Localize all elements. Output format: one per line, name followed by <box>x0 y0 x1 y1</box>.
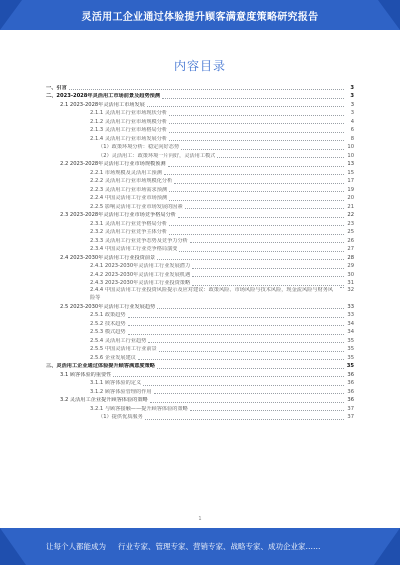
toc-leader-dots <box>169 225 344 226</box>
toc-leader-dots <box>128 325 344 326</box>
toc-entry[interactable] <box>46 168 354 177</box>
toc-entry[interactable] <box>46 245 354 254</box>
toc-leader-dots <box>190 410 344 411</box>
toc-entry-label: 二、2023-2028年灵活用工市场前景及趋势预测 <box>46 93 161 99</box>
toc-leader-dots <box>190 242 344 243</box>
toc-entry[interactable] <box>46 287 354 302</box>
toc-leader-dots <box>174 183 344 184</box>
toc-entry-label: （1）提供优质服务 <box>98 414 143 420</box>
toc-entry-page: 3 <box>350 101 354 108</box>
footer-slogan-right: 行业专家、管理专家、营销专家、战略专家、成功企业家…… <box>118 542 321 551</box>
toc-entry[interactable] <box>46 177 354 186</box>
toc-leader-dots <box>169 191 344 192</box>
toc-entry[interactable] <box>46 134 354 143</box>
toc-leader-dots <box>148 342 344 343</box>
toc-entry[interactable] <box>46 253 354 262</box>
toc-entry-label: 3.1.1 顾客体验的定义 <box>90 380 142 386</box>
toc-entry-label: 2.5 2023-2030年灵活用工行业发展趋势 <box>60 303 156 310</box>
toc-entry-label: 2.3.3 灵活用工行业竞争态势及竞争力分析 <box>90 237 188 244</box>
toc-entry-page: 29 <box>347 263 354 269</box>
toc-entry-label: 3.2 灵活用工企业提升顾客体验的策略 <box>60 397 148 403</box>
toc-entry-page: 13 <box>347 161 354 167</box>
toc-leader-dots <box>169 132 344 133</box>
toc-entry-label: 2.4.1 2023-2030年灵活用工行业发展潜力 <box>90 263 191 269</box>
toc-leader-dots <box>192 276 344 277</box>
toc-leader-dots <box>192 268 344 269</box>
toc-heading: 内容目录 <box>173 59 226 73</box>
toc-entry[interactable] <box>46 185 354 194</box>
toc-entry-label: 2.3.1 灵活用工行业竞争格局分析 <box>90 220 168 227</box>
toc-entry-label: 2.2.1 市场规模及灵活用工预测 <box>90 169 162 176</box>
toc-entry-label: 2.3.2 灵活用工行业竞争主体分析 <box>90 229 168 235</box>
toc-entry-page: 26 <box>347 237 354 244</box>
toc-leader-dots <box>138 359 344 360</box>
toc-entry-page: 30 <box>347 271 354 278</box>
toc-entry-label: 2.5.2 技术趋势 <box>90 320 126 327</box>
toc-entry-page: 36 <box>347 397 354 403</box>
toc-leader-dots <box>185 208 344 209</box>
toc-entry-label: 2.4 2023-2030年灵活用工行业投资前景 <box>60 254 156 261</box>
toc-leader-dots <box>169 115 344 116</box>
toc-entry-page: 3 <box>350 84 354 91</box>
toc-entry[interactable] <box>46 302 354 311</box>
toc-entry-page: 10 <box>347 144 354 150</box>
toc-entry[interactable] <box>46 404 354 413</box>
toc-entry-label: 2.5.6 企业发展建议 <box>90 354 136 361</box>
footer-slogan-left: 让每个人都能成为 <box>46 542 106 551</box>
footer-corner-right <box>374 528 400 565</box>
toc-leader-dots <box>178 217 344 218</box>
toc-entry-page: 36 <box>347 371 354 378</box>
toc-entry-page: 31 <box>347 280 354 286</box>
toc-entry-page: 33 <box>347 303 354 310</box>
toc-entry-page: 33 <box>347 312 354 318</box>
toc-entry[interactable] <box>46 151 354 160</box>
toc-entry-page: 32 <box>347 287 354 293</box>
toc-entry[interactable] <box>46 194 354 203</box>
toc-entry[interactable] <box>46 100 354 109</box>
toc-entry-label: 2.5.3 模式趋势 <box>90 329 126 335</box>
toc-entry-page: 35 <box>347 354 354 361</box>
toc-leader-dots <box>164 174 344 175</box>
toc-leader-dots <box>157 368 344 369</box>
toc-entry-page: 36 <box>347 388 354 395</box>
toc-entry-label: 3.1.2 顾客体验管理的作用 <box>90 388 152 395</box>
toc-leader-dots <box>179 251 344 252</box>
toc-entry-page: 25 <box>347 229 354 235</box>
toc-entry[interactable] <box>46 379 354 388</box>
toc-entry[interactable] <box>46 160 354 169</box>
toc-entry[interactable] <box>46 83 354 92</box>
toc-entry[interactable] <box>46 413 354 422</box>
toc-entry[interactable] <box>46 202 354 211</box>
toc-leader-dots <box>169 234 344 235</box>
toc-entry-label: 3.1 顾客体验的重要性 <box>60 371 112 378</box>
page-number: 1 <box>198 516 202 522</box>
footer-corner-left <box>0 528 26 565</box>
toc-entry-page: 17 <box>347 178 354 184</box>
toc-entry-label: 2.2.4 中国灵活用工行业市场预测 <box>90 195 168 201</box>
toc-entry-page: 3 <box>350 110 354 116</box>
toc-entry-label: 2.1 2023-2028年灵活用工市场发展 <box>60 101 145 108</box>
toc-entry[interactable] <box>46 126 354 135</box>
toc-entry-label: 2.4.4 中国灵活用工行业投资风险提示及应对建议：政策风险、市场风险与技术风险，现金流风险与财务风险等 <box>90 287 334 301</box>
toc-entry-page: 28 <box>347 254 354 261</box>
toc-entry-label: 2.5.5 中国灵活用工行业前景 <box>90 346 157 352</box>
toc-leader-dots <box>157 259 344 260</box>
toc-entry-page: 35 <box>347 337 354 344</box>
toc-entry-page: 20 <box>347 195 354 201</box>
report-title: 灵活用工企业通过体验提升顾客满意度策略研究报告 <box>81 12 319 23</box>
toc-entry[interactable] <box>46 117 354 126</box>
toc-leader-dots <box>181 149 344 150</box>
toc-entry-page: 35 <box>346 363 354 369</box>
toc-entry-label: 2.3.4 中国灵活用工行业竞争格局演变 <box>90 246 178 252</box>
toc-leader-dots <box>169 200 344 201</box>
toc-entry-label: 2.5.4 灵活用工行业趋势 <box>90 337 147 344</box>
toc-leader-dots <box>113 376 344 377</box>
toc-leader-dots <box>217 157 344 158</box>
toc-entry-label: 2.1.3 灵活用工行业市场格局分析 <box>90 127 168 133</box>
toc-entry[interactable] <box>46 362 354 371</box>
toc-entry-label: （2）灵活用工：政策环境一片向好，灵活用工模式 <box>98 152 216 159</box>
toc-leader-dots <box>147 106 344 107</box>
toc-entry[interactable] <box>46 387 354 396</box>
toc-entry-label: 3.2.1 与顾客接触——提升顾客体验的策略 <box>90 405 188 412</box>
toc-leader-dots <box>169 140 344 141</box>
page-header <box>0 0 400 30</box>
toc-entry[interactable] <box>46 319 354 328</box>
toc-leader-dots <box>192 285 344 286</box>
toc-entry[interactable] <box>46 328 354 337</box>
toc-entry[interactable] <box>46 345 354 354</box>
toc-entry-label: 一、引言 <box>46 84 67 91</box>
toc-entry[interactable] <box>46 236 354 245</box>
toc-entry-page: 8 <box>350 135 354 142</box>
toc-entry-page: 22 <box>347 212 354 218</box>
toc-entry-label: 2.5.1 政策趋势 <box>90 312 126 318</box>
toc-entry-page: 23 <box>347 220 354 227</box>
toc-entry-page: 6 <box>350 127 354 133</box>
toc-entry-label: 2.2.2 灵活用工行业市场规模化分析 <box>90 178 173 184</box>
toc-leader-dots <box>157 308 344 309</box>
toc-entry-page: 19 <box>347 186 354 193</box>
toc-entry[interactable] <box>46 311 354 320</box>
toc-entry-label: 2.2 2023-2028年灵活用工行业市场规模预测 <box>60 161 166 167</box>
toc-entry[interactable] <box>46 92 354 101</box>
toc-entry[interactable] <box>46 396 354 405</box>
table-of-contents <box>46 83 354 421</box>
toc-leader-dots <box>143 385 344 386</box>
toc-leader-dots <box>150 402 344 403</box>
toc-leader-dots <box>159 351 344 352</box>
toc-entry-page: 21 <box>347 203 354 210</box>
toc-leader-dots <box>154 393 344 394</box>
toc-entry[interactable] <box>46 270 354 279</box>
toc-leader-dots <box>128 334 344 335</box>
toc-entry-label: 三、灵活用工企业通过体验提升顾客满意度策略 <box>46 363 155 369</box>
toc-entry-label: 2.1.2 灵活用工行业市场规模分析 <box>90 118 168 125</box>
toc-entry-label: 2.2.5 影响灵活用工行业市场发展的因素 <box>90 203 183 210</box>
toc-leader-dots <box>128 317 344 318</box>
toc-entry[interactable] <box>46 143 354 152</box>
toc-entry-label: 2.1.4 灵活用工行业市场发展分析 <box>90 135 168 142</box>
toc-entry-label: 2.2.3 灵活用工行业市场需求预测 <box>90 186 168 193</box>
toc-entry[interactable] <box>46 109 354 118</box>
toc-entry-page: 27 <box>347 246 354 252</box>
toc-entry[interactable] <box>46 279 354 288</box>
toc-entry[interactable] <box>46 228 354 237</box>
toc-entry-label: 2.4.2 2023-2030年灵活用工行业发展机遇 <box>90 271 191 278</box>
toc-entry-page: 34 <box>347 329 354 335</box>
toc-leader-dots <box>340 287 344 288</box>
toc-entry-page: 3 <box>350 93 354 99</box>
toc-leader-dots <box>169 123 344 124</box>
toc-leader-dots <box>162 98 344 99</box>
toc-entry-label: 2.3 2023-2028年灵活用工行业市场竞争格局分析 <box>60 212 176 218</box>
toc-entry[interactable] <box>46 211 354 220</box>
toc-entry[interactable] <box>46 370 354 379</box>
page-footer <box>0 528 400 565</box>
toc-entry-page: 35 <box>347 346 354 352</box>
toc-leader-dots <box>168 166 344 167</box>
toc-entry-label: （1）政策环境分析：稳定向好态势 <box>98 144 180 150</box>
toc-entry[interactable] <box>46 336 354 345</box>
toc-leader-dots <box>69 89 344 90</box>
toc-entry[interactable] <box>46 353 354 362</box>
toc-entry-page: 4 <box>350 118 354 125</box>
toc-entry[interactable] <box>46 262 354 271</box>
toc-entry-page: 36 <box>347 380 354 386</box>
toc-entry-page: 37 <box>347 405 354 412</box>
toc-entry-label: 2.1.1 灵活用工行业市场现状分析 <box>90 110 168 116</box>
toc-entry-label: 2.4.3 2023-2030年灵活用工行业投资策略 <box>90 280 191 286</box>
toc-entry-page: 10 <box>347 152 354 159</box>
toc-leader-dots <box>145 419 344 420</box>
toc-entry-page: 37 <box>347 414 354 420</box>
toc-entry-page: 15 <box>347 169 354 176</box>
toc-entry-page: 34 <box>347 320 354 327</box>
toc-entry[interactable] <box>46 219 354 228</box>
